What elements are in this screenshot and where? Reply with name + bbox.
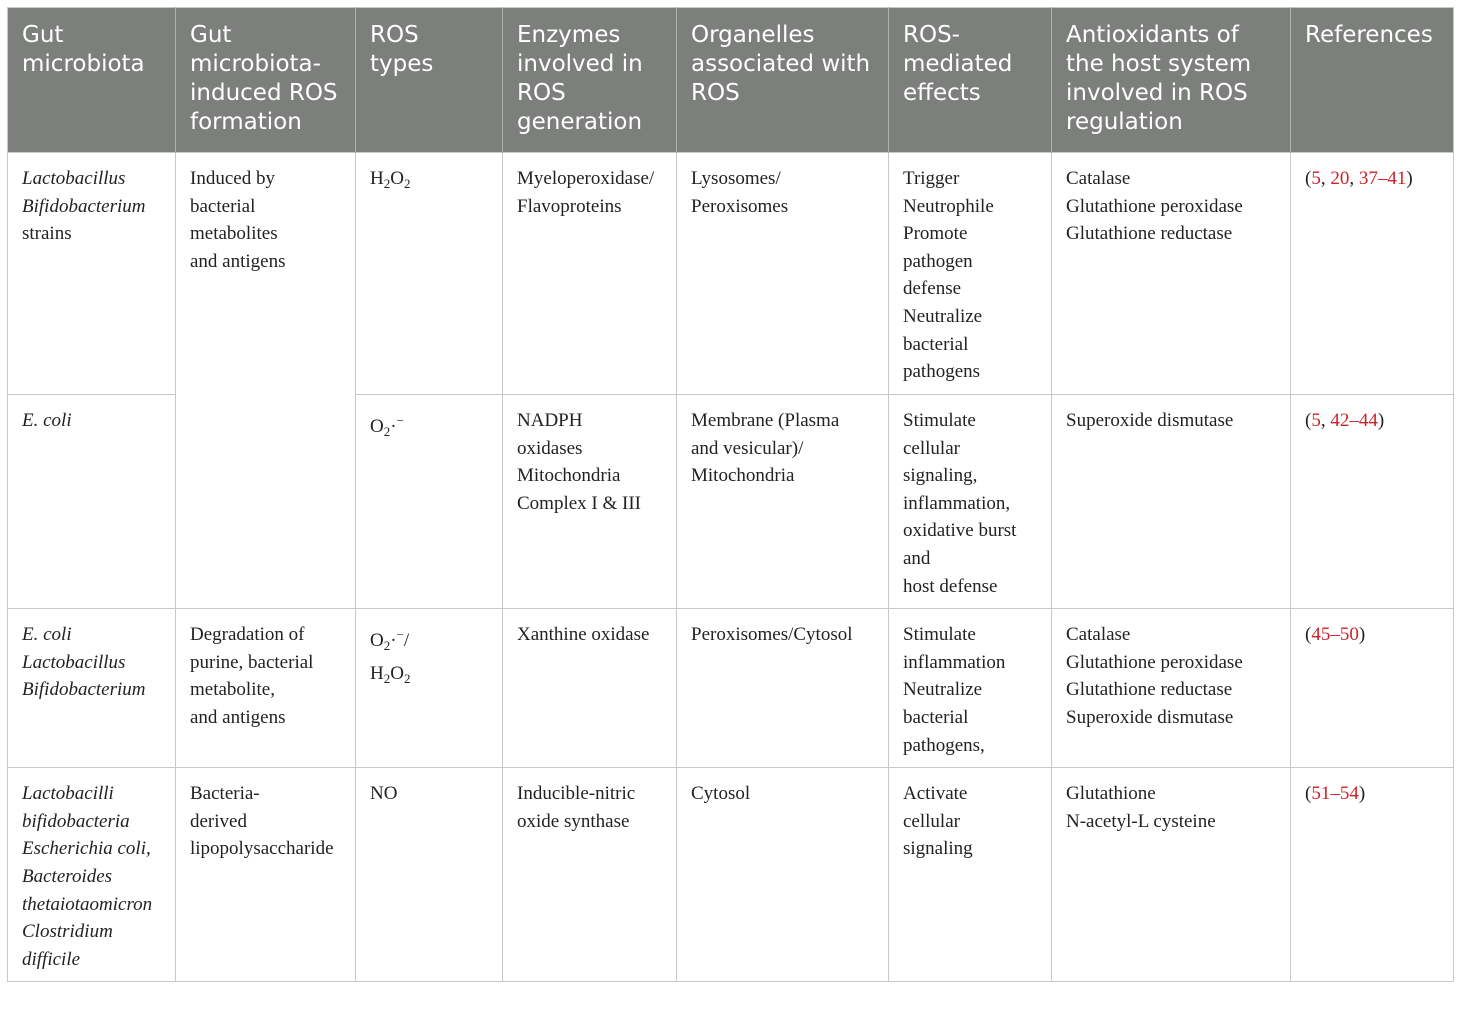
cell-organelles: Lysosomes/ Peroxisomes (677, 153, 889, 395)
reference-link[interactable]: 42–44 (1330, 410, 1378, 431)
paren: ( (1305, 168, 1312, 189)
cell-enzymes: Inducible-nitric oxide synthase (503, 768, 677, 982)
ros-text: · (390, 630, 397, 652)
header-gut-microbiota: Gut microbiota (8, 8, 176, 153)
reference-link[interactable]: 5 (1311, 168, 1321, 189)
ros-sup: − (396, 627, 404, 643)
separator: , (1320, 410, 1331, 431)
ros-text: H (370, 168, 384, 189)
cell-antioxidants: Catalase Glutathione peroxidase Glutathione reductase Superoxide dismutase (1052, 609, 1291, 768)
cell-organelles: Peroxisomes/Cytosol (677, 609, 889, 768)
ros-sub: 2 (403, 670, 411, 686)
cell-enzymes: Myeloperoxidase/ Flavoproteins (503, 153, 677, 395)
reference-link[interactable]: 45–50 (1311, 624, 1359, 646)
cell-enzymes: NADPH oxidases Mitochondria Complex I & III (503, 395, 677, 609)
paren: ( (1305, 624, 1312, 646)
ros-text: / (403, 630, 410, 652)
cell-formation: Bacteria- derived lipopolysaccharide (176, 768, 356, 982)
cell-effects: Trigger Neutrophile Promote pathogen defense Neutralize bacterial pathogens (889, 153, 1052, 395)
ros-sub: 2 (403, 176, 411, 191)
header-enzymes: Enzymes involved in ROS generation (503, 8, 677, 153)
reference-link[interactable]: 51–54 (1311, 783, 1359, 805)
header-effects: ROS-mediated effects (889, 8, 1052, 153)
ros-table (7, 7, 1454, 982)
header-ros-types: ROS types (356, 8, 503, 153)
cell-microbiota: E. coli Lactobacillus Bifidobacterium (8, 609, 176, 768)
cell-microbiota: E. coli (8, 395, 176, 609)
header-antioxidants: Antioxidants of the host system involved in ROS regulation (1052, 8, 1291, 153)
ros-text: O (390, 662, 404, 684)
header-ros-formation: Gut microbiota-induced ROS formation (176, 8, 356, 153)
cell-organelles: Cytosol (677, 768, 889, 982)
cell-antioxidants: Catalase Glutathione peroxidase Glutathione reductase (1052, 153, 1291, 395)
cell-references (1291, 609, 1454, 768)
table-container (7, 7, 1454, 982)
paren: ( (1305, 410, 1312, 431)
cell-antioxidants: Superoxide dismutase (1052, 395, 1291, 609)
paren: ) (1406, 168, 1413, 189)
paren: ( (1305, 783, 1312, 805)
separator: , (1320, 168, 1331, 189)
reference-link[interactable]: 37–41 (1358, 168, 1407, 189)
cell-antioxidants: Glutathione N-acetyl-L cysteine (1052, 768, 1291, 982)
ros-text: H (370, 662, 384, 684)
cell-microbiota: Lactobacilli bifidobacteria Escherichia coli, Bacteroides thetaiotaomicron Clostridium difficile (8, 768, 176, 982)
cell-references (1291, 395, 1454, 609)
ros-text: O (370, 416, 384, 437)
cell-ros-type (356, 609, 503, 768)
ros-sub: 2 (383, 424, 391, 439)
paren: ) (1358, 624, 1366, 646)
header-row (8, 8, 1454, 153)
cell-references (1291, 153, 1454, 395)
ros-text: O (390, 168, 404, 189)
microbiota-names: Lactobacillus Bifidobacterium (22, 168, 146, 217)
cell-ros-type (356, 395, 503, 609)
cell-ros-type: NO (356, 768, 503, 982)
cell-microbiota (8, 153, 176, 395)
cell-effects: Stimulate cellular signaling, inflammation, oxidative burst and host defense (889, 395, 1052, 609)
ros-text: · (390, 416, 397, 437)
cell-formation: Induced by bacterial metabolites and antigens (176, 153, 356, 609)
table-row (8, 768, 1454, 982)
table-row (8, 153, 1454, 395)
header-organelles: Organelles associated with ROS (677, 8, 889, 153)
header-references: References (1291, 8, 1454, 153)
cell-enzymes: Xanthine oxidase (503, 609, 677, 768)
cell-formation: Degradation of purine, bacterial metabolite, and antigens (176, 609, 356, 768)
cell-organelles: Membrane (Plasma and vesicular)/ Mitochondria (677, 395, 889, 609)
reference-link[interactable]: 20 (1330, 168, 1350, 189)
separator: , (1349, 168, 1359, 189)
microbiota-tail: strains (22, 223, 72, 245)
ros-sub: 2 (383, 176, 391, 191)
paren: ) (1377, 410, 1385, 431)
ros-text: O (370, 630, 384, 652)
cell-references (1291, 768, 1454, 982)
cell-effects: Stimulate inflammation Neutralize bacterial pathogens, (889, 609, 1052, 768)
ros-sub: 2 (383, 638, 391, 654)
paren: ) (1358, 783, 1366, 805)
cell-ros-type (356, 153, 503, 395)
table-row (8, 609, 1454, 768)
reference-link[interactable]: 5 (1311, 410, 1321, 431)
cell-effects: Activate cellular signaling (889, 768, 1052, 982)
ros-sub: 2 (383, 670, 391, 686)
ros-sup: − (396, 413, 404, 428)
